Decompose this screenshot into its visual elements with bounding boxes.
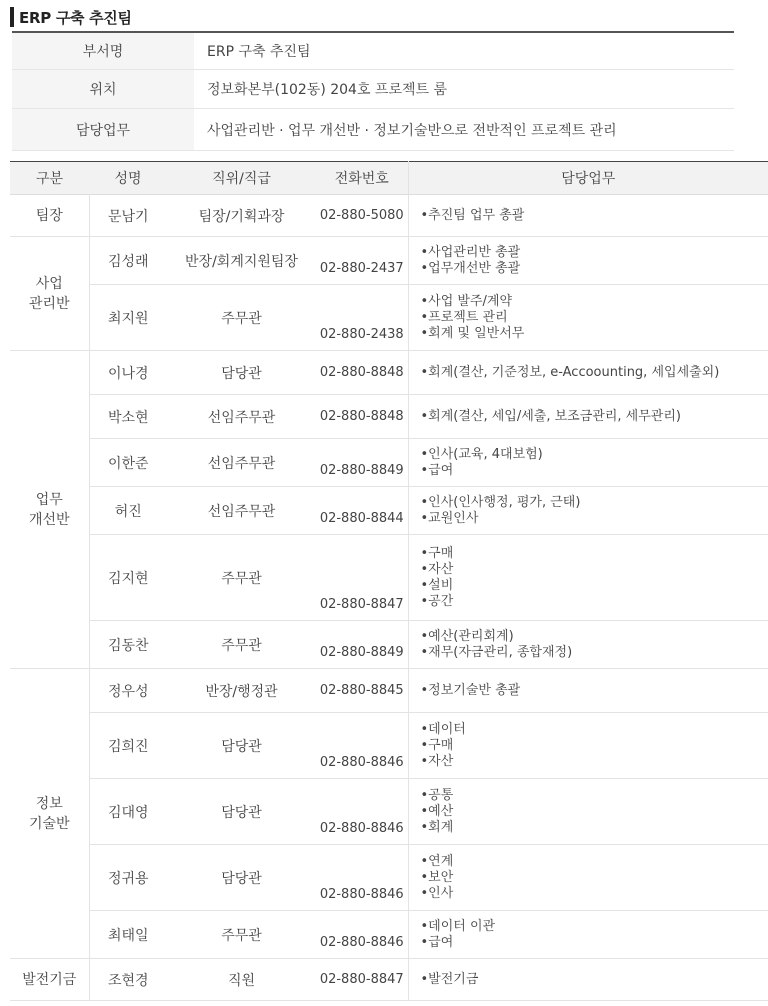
duty-item: •사업 발주/계약 <box>420 293 513 309</box>
staff-phone-cell: 02-880-8844 <box>316 487 408 535</box>
staff-phone-cell: 02-880-8847 <box>316 959 408 1001</box>
staff-duties-cell <box>408 351 768 395</box>
staff-name-cell: 김동찬 <box>89 621 167 669</box>
staff-phone-cell: 02-880-2437 <box>316 237 408 285</box>
duty-item: •예산(관리회계) <box>420 628 514 644</box>
staff-name-cell: 최태일 <box>89 911 167 959</box>
staff-name-cell: 김지현 <box>89 535 167 621</box>
staff-name-cell: 김대영 <box>89 779 167 845</box>
duty-item: •데이터 <box>420 721 466 737</box>
staff-phone-cell: 02-880-8846 <box>316 911 408 959</box>
staff-row <box>10 959 768 1001</box>
duty-item: •업무개선반 총괄 <box>420 260 521 276</box>
header-position: 직위/직급 <box>167 162 316 195</box>
staff-position-cell: 주무관 <box>167 911 316 959</box>
duty-item: •회계(결산, 기준정보, e-Accoounting, 세입세출외) <box>420 364 720 380</box>
staff-position-cell: 선임주무관 <box>167 439 316 487</box>
staff-duties-cell <box>408 959 768 1001</box>
group-cell: 발전기금 <box>10 959 89 1001</box>
staff-duties-cell <box>408 195 768 237</box>
staff-phone-cell: 02-880-8846 <box>316 779 408 845</box>
staff-table <box>10 161 768 1001</box>
staff-row <box>10 351 768 395</box>
info-value: ERP 구축 추진팀 <box>194 32 734 70</box>
staff-header-row <box>10 162 768 195</box>
staff-name-cell: 김희진 <box>89 713 167 779</box>
duty-item: •공통 <box>420 787 454 803</box>
duty-item: •데이터 이관 <box>420 918 496 934</box>
info-row-location <box>12 70 734 109</box>
staff-position-cell: 선임주무관 <box>167 487 316 535</box>
staff-phone-cell: 02-880-8849 <box>316 439 408 487</box>
staff-position-cell: 직원 <box>167 959 316 1001</box>
group-cell: 사업 관리반 <box>10 237 89 351</box>
staff-name-cell: 최지원 <box>89 285 167 351</box>
duty-item: •연계 <box>420 853 454 869</box>
staff-phone-cell: 02-880-8848 <box>316 395 408 439</box>
staff-name-cell: 이한준 <box>89 439 167 487</box>
duty-item: •회계 <box>420 819 454 835</box>
staff-phone-cell: 02-880-5080 <box>316 195 408 237</box>
staff-name-cell: 정귀용 <box>89 845 167 911</box>
duty-item: •회계 및 일반서무 <box>420 325 525 341</box>
duty-item: •구매 <box>420 737 454 753</box>
info-value: 사업관리반 · 업무 개선반 · 정보기술반으로 전반적인 프로젝트 관리 <box>194 109 734 151</box>
staff-row <box>10 195 768 237</box>
staff-phone-cell: 02-880-8845 <box>316 669 408 713</box>
staff-body <box>10 195 768 1001</box>
staff-position-cell: 선임주무관 <box>167 395 316 439</box>
duty-item: •프로젝트 관리 <box>420 309 508 325</box>
staff-phone-cell: 02-880-2438 <box>316 285 408 351</box>
duty-item: •교원인사 <box>420 510 479 526</box>
staff-row <box>10 285 768 351</box>
department-info-table <box>12 31 734 151</box>
duty-item: •자산 <box>420 753 454 769</box>
info-row-department <box>12 32 734 70</box>
staff-duties-cell <box>408 911 768 959</box>
staff-duties-cell <box>408 487 768 535</box>
staff-row <box>10 395 768 439</box>
staff-phone-cell: 02-880-8849 <box>316 621 408 669</box>
staff-row <box>10 911 768 959</box>
duty-item: •사업관리반 총괄 <box>420 244 521 260</box>
page-title: ERP 구축 추진팀 <box>19 8 132 27</box>
staff-name-cell: 문남기 <box>89 195 167 237</box>
duty-item: •급여 <box>420 462 454 478</box>
staff-position-cell: 주무관 <box>167 535 316 621</box>
header-phone: 전화번호 <box>316 162 408 195</box>
info-label: 부서명 <box>12 32 194 70</box>
staff-position-cell: 반장/행정관 <box>167 669 316 713</box>
duty-item: •추진팀 업무 총괄 <box>420 207 525 223</box>
staff-phone-cell: 02-880-8846 <box>316 713 408 779</box>
duty-item: •정보기술반 총괄 <box>420 682 521 698</box>
staff-duties-cell <box>408 395 768 439</box>
duty-item: •자산 <box>420 561 454 577</box>
duty-item: •회계(결산, 세입/세출, 보조금관리, 세무관리) <box>420 408 681 424</box>
staff-phone-cell: 02-880-8847 <box>316 535 408 621</box>
info-label: 담당업무 <box>12 109 194 151</box>
staff-row <box>10 237 768 285</box>
staff-position-cell: 주무관 <box>167 621 316 669</box>
staff-name-cell: 정우성 <box>89 669 167 713</box>
info-value: 정보화본부(102동) 204호 프로젝트 룸 <box>194 70 734 109</box>
staff-row <box>10 713 768 779</box>
info-row-duties <box>12 109 734 151</box>
staff-position-cell: 팀장/기획과장 <box>167 195 316 237</box>
staff-row <box>10 669 768 713</box>
staff-row <box>10 779 768 845</box>
staff-duties-cell <box>408 713 768 779</box>
duty-item: •인사(교육, 4대보험) <box>420 446 543 462</box>
staff-phone-cell: 02-880-8846 <box>316 845 408 911</box>
duty-item: •예산 <box>420 803 454 819</box>
duty-item: •급여 <box>420 934 454 950</box>
staff-duties-cell <box>408 845 768 911</box>
header-duties: 담당업무 <box>408 162 768 195</box>
staff-position-cell: 주무관 <box>167 285 316 351</box>
duty-item: •인사 <box>420 885 454 901</box>
staff-position-cell: 담당관 <box>167 713 316 779</box>
staff-name-cell: 허진 <box>89 487 167 535</box>
duty-item: •인사(인사행정, 평가, 근태) <box>420 494 581 510</box>
staff-name-cell: 김성래 <box>89 237 167 285</box>
title-marker <box>10 7 14 27</box>
staff-position-cell: 담당관 <box>167 845 316 911</box>
staff-row <box>10 845 768 911</box>
staff-row <box>10 439 768 487</box>
staff-position-cell: 담당관 <box>167 779 316 845</box>
staff-phone-cell: 02-880-8848 <box>316 351 408 395</box>
staff-duties-cell <box>408 285 768 351</box>
staff-duties-cell <box>408 439 768 487</box>
staff-position-cell: 반장/회계지원팀장 <box>167 237 316 285</box>
group-cell: 업무 개선반 <box>10 351 89 669</box>
section-title <box>10 6 132 28</box>
staff-duties-cell <box>408 237 768 285</box>
staff-duties-cell <box>408 621 768 669</box>
duty-item: •구매 <box>420 545 454 561</box>
staff-row <box>10 621 768 669</box>
info-label: 위치 <box>12 70 194 109</box>
staff-duties-cell <box>408 535 768 621</box>
header-name: 성명 <box>89 162 167 195</box>
staff-name-cell: 이나경 <box>89 351 167 395</box>
duty-item: •보안 <box>420 869 454 885</box>
duty-item: •재무(자금관리, 종합재정) <box>420 644 573 660</box>
header-group: 구분 <box>10 162 89 195</box>
staff-row <box>10 487 768 535</box>
duty-item: •설비 <box>420 577 454 593</box>
staff-name-cell: 박소현 <box>89 395 167 439</box>
staff-name-cell: 조현경 <box>89 959 167 1001</box>
staff-row <box>10 535 768 621</box>
staff-position-cell: 담당관 <box>167 351 316 395</box>
duty-item: •공간 <box>420 593 454 609</box>
group-cell: 정보 기술반 <box>10 669 89 959</box>
staff-duties-cell <box>408 779 768 845</box>
duty-item: •발전기금 <box>420 971 479 987</box>
group-cell: 팀장 <box>10 195 89 237</box>
staff-duties-cell <box>408 669 768 713</box>
